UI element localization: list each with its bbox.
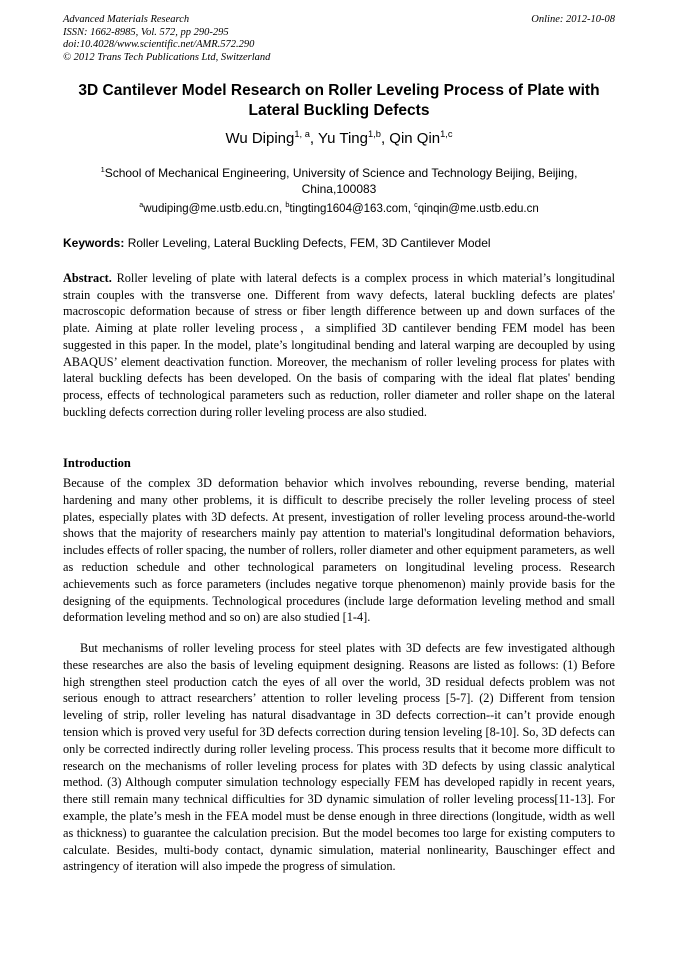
online-date: Online: 2012-10-08: [531, 14, 615, 25]
journal-name: Advanced Materials Research: [63, 14, 190, 25]
journal-header: [63, 14, 615, 64]
journal-copyright: © 2012 Trans Tech Publications Ltd, Switzerland: [63, 51, 271, 63]
email-mark: b: [285, 201, 290, 210]
introduction-paragraph-1: Because of the complex 3D deformation behavior which involves rebounding, reverse bending, material hardening and many other problems, it is difficult to describe precisely the roller leveling process of steel plates, especially plates with 3D defects. At present, investigation of roller leveling process around-the-world shows that the majority of researchers mainly pay attention to material's longitudinal deformation behaviors, includes effects of roller spacing, the number of rollers, roller diameter and other equipment parameters, as well as reduction schedule and other technological parameters on longitudinal leveling process. Research achievements such as force parameters (includes negative torque phenomenon) mainly provide basis for the designing of the equipments. Technological procedures (include large deformation leveling method and small deformation leveling method and so on) are also studied [1-4].: [63, 476, 615, 625]
paper-title: 3D Cantilever Model Research on Roller Leveling Process of Plate with Lateral Buckling Defects: [78, 82, 600, 119]
affiliation-mark: 1: [100, 165, 105, 174]
author-affiliation-mark: 1,b: [368, 129, 381, 139]
journal-issn: ISSN: 1662-8985, Vol. 572, pp 290-295: [63, 26, 229, 38]
keywords: [63, 236, 615, 251]
author-name: Wu Diping: [225, 130, 295, 147]
email-mark: a: [139, 201, 144, 210]
section-heading-introduction: Introduction: [63, 456, 131, 470]
affiliation: [63, 165, 615, 197]
author-affiliation-mark: 1, a: [294, 129, 310, 139]
email-list: $^a$wudiping@me.ustb.edu.cn, $^b$tingting1604@163.com, $^c$qinqin@me.ustb.edu.cn: [139, 201, 539, 215]
introduction-paragraph-2: But mechanisms of roller leveling process for steel plates with 3D defects are few investigated although these researches are also the basis of leveling equipment designing. Reasons are listed as follows: (1) Before high strengthen steel production catch the eyes of all over the world, 3D residual defects problem was not serious enough to attract researchers’ attention to roller leveling process [5-7]. (2) Different from tension leveling of strip, roller leveling has natural disadvantage in 3D defects correction--it can’t provide enough tension which is proved very useful for 3D defects correction during tension leveling [8-10]. So, 3D defects can only be corrected indirectly during roller leveling process. This process results that it become more difficult to research on the mechanisms of roller leveling process for plates with 3D defects by using classic analytical method. (3) Although computer simulation technology especially FEM has developed rapidly in recent years, there still remain many technical difficulties for 3D dynamic simulation of roller leveling process[11-13]. For example, the plate’s mesh in the FEA model must be dense enough in three directions (longitude, width as well as thickness) to guarantee the calculation precision. But the model becomes too large for existing computers to calculate. Besides, multi-body contact, dynamic simulation, material nonlinearity, Bauschinger effect and astringency of iteration will also impede the progress of simulation.: [63, 641, 615, 874]
email-address[interactable]: qinqin@me.ustb.edu.cn: [417, 203, 539, 215]
email-mark: c: [414, 201, 418, 210]
email-address[interactable]: tingting1604@163.com: [289, 203, 408, 215]
author-name: Qin Qin: [389, 130, 441, 147]
author-list: Wu Diping$^{1, a}$, Yu Ting$^{1,b}$, Qin Qin$^{1,c}$: [225, 129, 453, 147]
author-affiliation-mark: 1,c: [440, 129, 453, 139]
journal-doi: doi:10.4028/www.scientific.net/AMR.572.290: [63, 39, 255, 50]
affiliation-text: School of Mechanical Engineering, University of Science and Technology Beijing, Beijing, China,100083: [104, 166, 578, 196]
abstract-text: Roller leveling of plate with lateral defects is a complex process in which material’s longitudinal strain couples with the transverse one. Different from wavy defects, lateral buckling defects are plates' macroscopic deformation because of stress or fiber length difference between up and down surfaces of the plate. Aiming at plate roller leveling process，a simplified 3D cantilever bending FEM model has been suggested in this paper. In the model, plate’s longitudinal bending and lateral warping are decoupled by using ABAQUS’ element deactivation function. Moreover, the mechanism of roller leveling process for plates with lateral buckling defects has been developed. On the basis of comparing with the ideal flat plates' bending process, effects of technological parameters such as reduction, roller diameter and roller shape on the lateral buckling defects correction during roller leveling process are also studied.: [63, 271, 616, 419]
abstract: [63, 270, 615, 420]
email-address[interactable]: wudiping@me.ustb.edu.cn: [143, 203, 279, 215]
keywords-text: Roller Leveling, Lateral Buckling Defects, FEM, 3D Cantilever Model: [127, 236, 491, 250]
author-name: Yu Ting: [317, 130, 368, 147]
abstract-label: Abstract.: [63, 271, 112, 285]
keywords-label: Keywords:: [63, 236, 125, 250]
